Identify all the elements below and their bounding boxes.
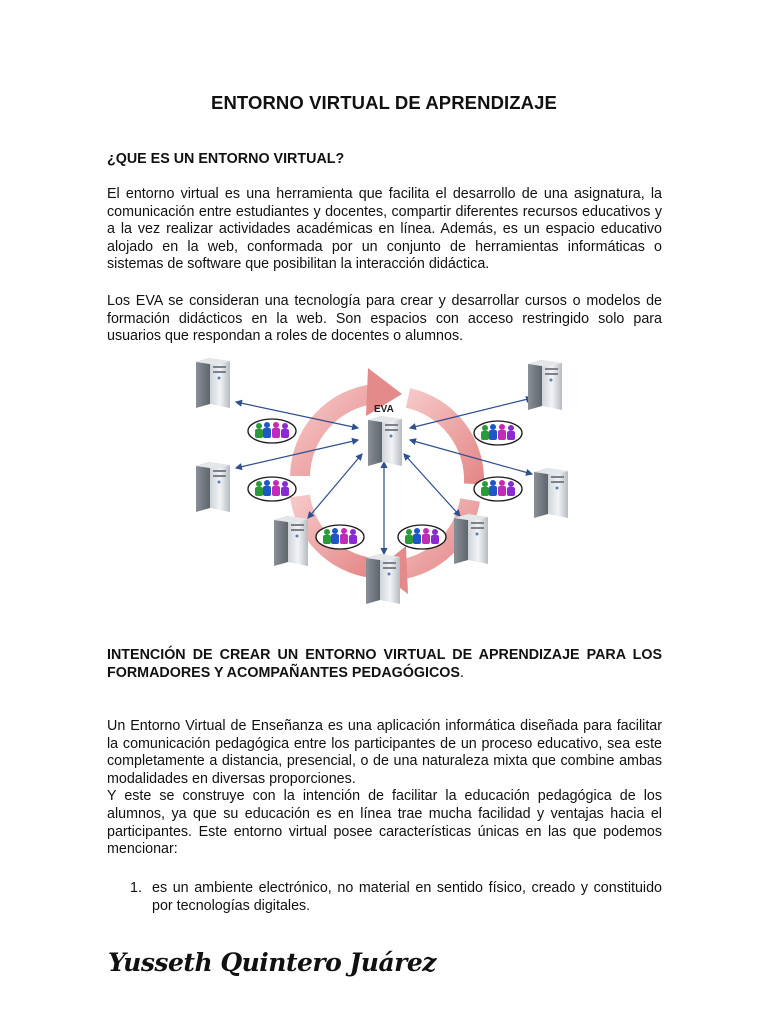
cycle-arrow-right	[408, 398, 474, 484]
eva-label: EVA	[374, 404, 394, 415]
paragraph-text: Los EVA se consideran una tecnología para crear y desarrollar cursos o modelos de formación didácticos en la web. Son espacios con acceso restringido solo para usuarios que respondan a roles de docentes o alumnos.	[107, 293, 662, 345]
paragraph-entorno-ensenanza	[107, 718, 662, 859]
eva-network-diagram	[188, 358, 580, 614]
server-icon	[274, 516, 308, 566]
heading-text: INTENCIÓN DE CREAR UN ENTORNO VIRTUAL DE APRENDIZAJE PARA LOS FORMADORES Y ACOMPAÑANTES PEDAGÓGICOS	[107, 647, 662, 681]
connector-arrow	[404, 454, 460, 516]
users-group-icon	[316, 525, 364, 549]
connector-arrow	[308, 454, 362, 518]
server-icon	[534, 468, 568, 518]
paragraph-text: Y este se construye con la intención de facilitar la educación pedagógica de los alumnos, ya que su educación es en línea trae mucha facilidad y ventajas hacia el participantes. Este entorno virtual posee características únicas en las que podemos mencionar:	[107, 788, 662, 858]
author-signature: Yusseth Quintero Juárez	[108, 948, 436, 977]
paragraph-definition	[107, 186, 662, 274]
server-icon	[196, 358, 230, 408]
users-group-icon	[474, 477, 522, 501]
section-heading-que-es: ¿QUE ES UN ENTORNO VIRTUAL?	[107, 151, 345, 167]
paragraph-text: Un Entorno Virtual de Enseñanza es una aplicación informática diseñada para facilitar la comunicación pedagógica entre los participantes de un proceso educativo, sea este completamente a distancia, presencial, o de una naturaleza mixta que combine ambas modalidades en diversas proporciones.	[107, 718, 662, 787]
users-group-icon	[398, 525, 446, 549]
section-heading-intencion	[107, 646, 662, 682]
server-icon	[528, 360, 562, 410]
server-icon-eva	[368, 416, 402, 466]
list-item-number: 1.	[130, 880, 142, 896]
paragraph-eva	[107, 293, 662, 346]
page-title: ENTORNO VIRTUAL DE APRENDIZAJE	[211, 92, 557, 113]
server-icon	[366, 554, 400, 604]
cycle-arrow-left	[300, 394, 374, 476]
server-icon	[454, 514, 488, 564]
server-icon	[196, 462, 230, 512]
users-group-icon	[474, 421, 522, 445]
users-group-icon	[248, 477, 296, 501]
users-group-icon	[248, 419, 296, 443]
paragraph-text: El entorno virtual es una herramienta que facilita el desarrollo de una asignatura, la comunicación entre estudiantes y docentes, compartir diferentes recursos educativos y a la vez realizar actividades académicas en línea. Además, es un espacio educativo alojado en la web, conformada por un conjunto de herramientas informáticas o sistemas de software que posibilitan la interacción didáctica.	[107, 186, 662, 273]
heading-period: .	[459, 665, 464, 681]
list-item-text: es un ambiente electrónico, no material en sentido físico, creado y constituido por tecnologías digitales.	[152, 880, 662, 914]
